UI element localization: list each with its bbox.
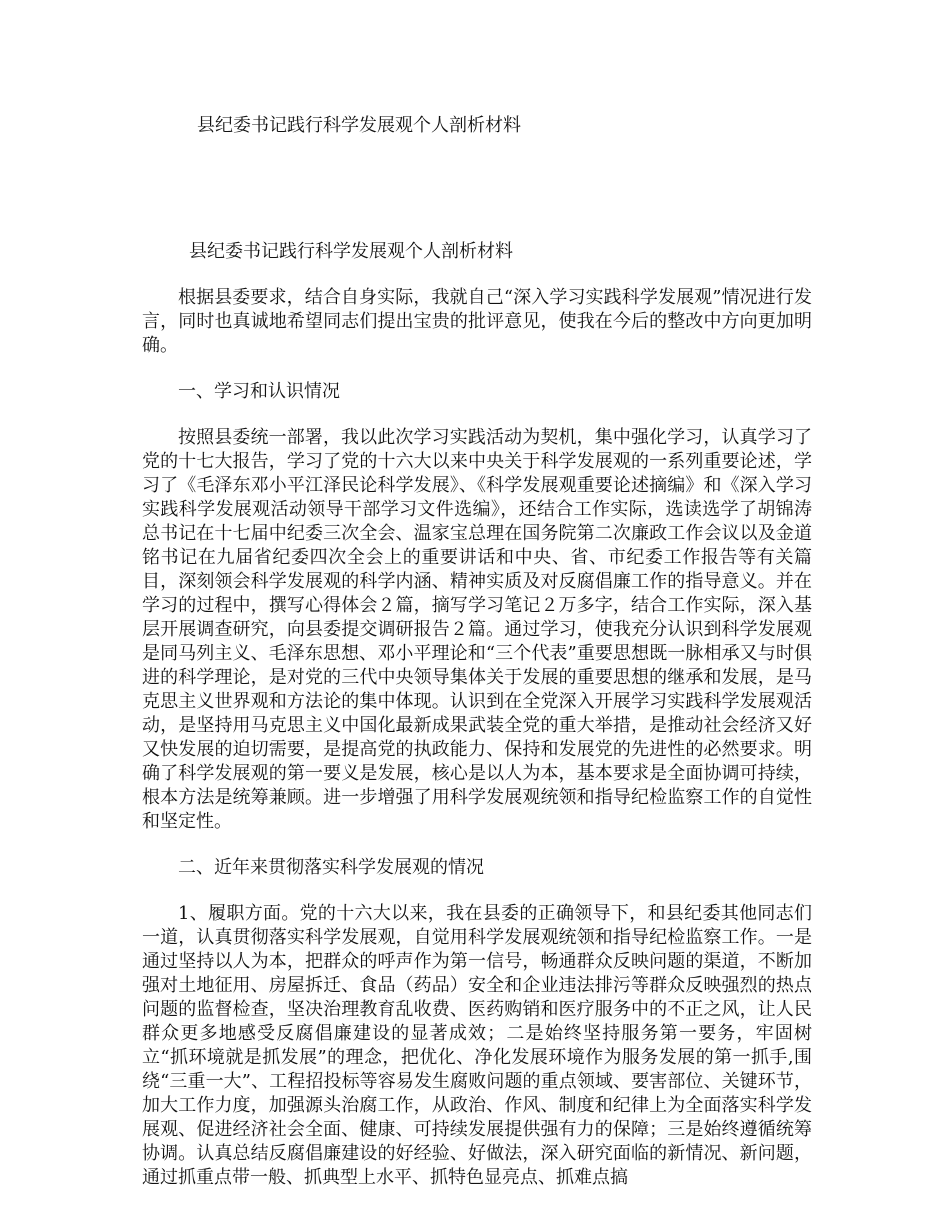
intro-paragraph: 根据县委要求，结合自身实际，我就自己“深入学习实践科学发展观”情况进行发言，同时也真诚地希望同志们提出宝贵的批评意见，使我在今后的整改中方向更加明确。	[142, 287, 812, 356]
section-paragraph-2: 1、履职方面。党的十六大以来，我在县委的正确领导下，和县纪委其他同志们一道，认真贯彻落实科学发展观，自觉用科学发展观统领和指导纪检监察工作。一是通过坚持以人为本，把群众的呼声作为第一信号，畅通群众反映问题的渠道，不断加强对土地征用、房屋拆迁、食品（药品）安全和企业违法排污等群众反映强烈的热点问题的监督检查，坚决治理教育乱收费、医药购销和医疗服务中的不正之风，让人民群众更多地感受反腐倡廉建设的显著成效；二是始终坚持服务第一要务，牢固树立“抓环境就是抓发展”的理念，把优化、净化发展环境作为服务发展的第一抓手,围绕“三重一大”、工程招投标等容易发生腐败问题的重点领域、要害部位、关键环节，加大工作力度，加强源头治腐工作，从政治、作风、制度和纪律上为全面落实科学发展观、促进经济社会全面、健康、可持续发展提供强有力的保障；三是始终遵循统筹协调。认真总结反腐倡廉建设的好经验、好做法，深入研究面临的新情况、新问题，通过抓重点带一般、抓典型上水平、抓特色显亮点、抓难点搞	[142, 903, 812, 1188]
page-header-title: 县纪委书记践行科学发展观个人剖析材料	[197, 115, 521, 136]
section-heading-1: 一、学习和认识情况	[178, 381, 340, 402]
section-heading-2: 二、近年来贯彻落实科学发展观的情况	[178, 857, 484, 878]
document-body	[142, 240, 812, 1212]
section-paragraph-1: 按照县委统一部署，我以此次学习实践活动为契机，集中强化学习，认真学习了党的十七大报告，学习了党的十六大以来中央关于科学发展观的一系列重要论述，学习了《毛泽东邓小平江泽民论科学发展》、《科学发展观重要论述摘编》和《深入学习实践科学发展观活动领导干部学习文件选编》，还结合工作实际，选读选学了胡锦涛总书记在十七届中纪委三次全会、温家宝总理在国务院第二次廉政工作会议以及金道铭书记在九届省纪委四次全会上的重要讲话和中央、省、市纪委工作报告等有关篇目，深刻领会科学发展观的科学内涵、精神实质及对反腐倡廉工作的指导意义。并在学习的过程中，撰写心得体会２篇，摘写学习笔记２万多字，结合工作实际，深入基层开展调查研究，向县委提交调研报告２篇。通过学习，使我充分认识到科学发展观是同马列主义、毛泽东思想、邓小平理论和“三个代表”重要思想既一脉相承又与时俱进的科学理论，是对党的三代中央领导集体关于发展的重要思想的继承和发展，是马克思主义世界观和方法论的集中体现。认识到在全党深入开展学习实践科学发展观活动，是坚持用马克思主义中国化最新成果武装全党的重大举措，是推动社会经济又好又快发展的迫切需要，是提高党的执政能力、保持和发展党的先进性的必然要求。明确了科学发展观的第一要义是发展，核心是以人为本，基本要求是全面协调可持续，根本方法是统筹兼顾。进一步增强了用科学发展观统领和指导纪检监察工作的自觉性和坚定性。	[142, 427, 812, 832]
document-title: 县纪委书记践行科学发展观个人剖析材料	[189, 241, 513, 262]
